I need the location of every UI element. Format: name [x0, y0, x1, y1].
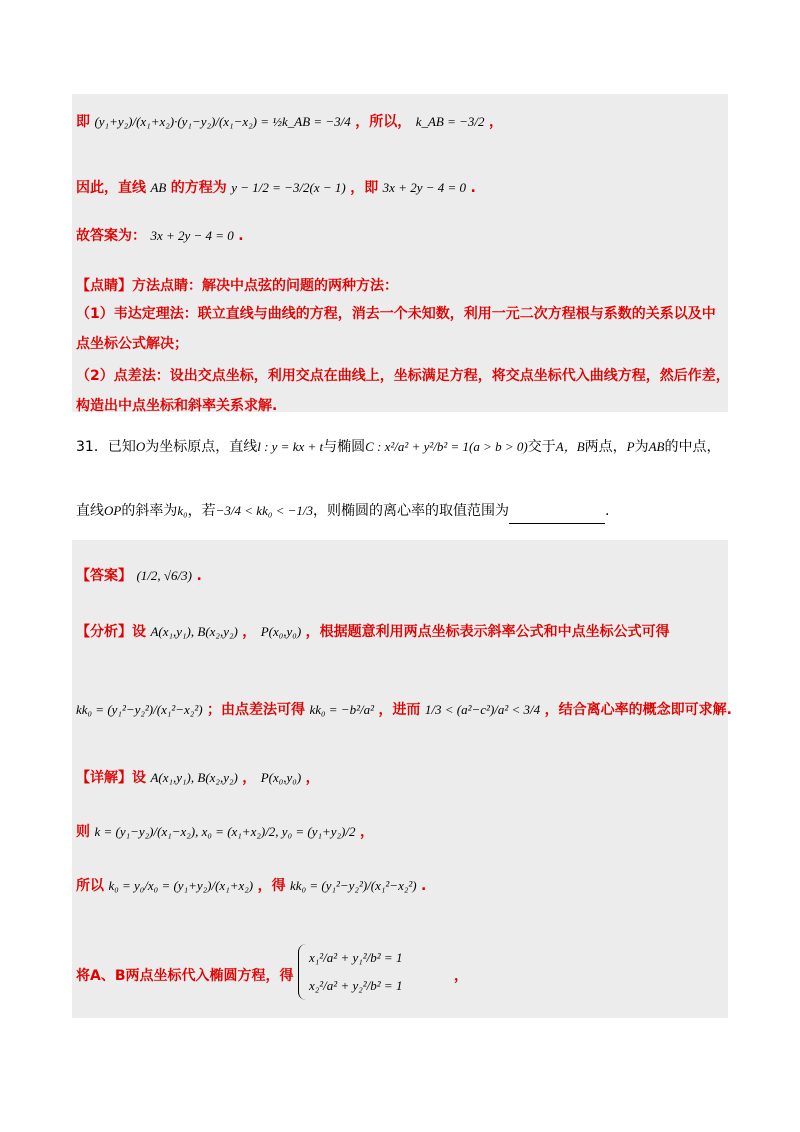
- remark-method-2-cont: 构造出中点坐标和斜率关系求解.: [76, 398, 278, 414]
- solution-block-1: [72, 94, 728, 412]
- detail-line-2: 则 k = (y₁−y₂)/(x₁−x₂), x₀ = (x₁+x₂)/2, y₀ = (y₁+y₂)/2 ，: [76, 824, 374, 840]
- analysis-line-2: kk₀ = (y₁²−y₂²)/(x₁²−x₂²) ；由点差法可得 kk₀ = −b²/a² ，进而 1/3 < (a²−c²)/a² < 3/4 ，结合离心率的概念即可求解.: [76, 702, 732, 718]
- detail-line-3: 所以 k₀ = y₀/x₀ = (y₁+y₂)/(x₁+x₂) ，得 kk₀ = (y₁²−y₂²)/(x₁²−x₂²) .: [76, 878, 427, 894]
- block1-line-2: 因此，直线 AB 的方程为 y − 1/2 = −3/2(x − 1) ，即 3x + 2y − 4 = 0 .: [76, 180, 476, 196]
- remark-method-1: （1）韦达定理法：联立直线与曲线的方程，消去一个未知数，利用一元二次方程根与系数的关系以及中: [76, 306, 716, 322]
- remark-method-2: （2）点差法：设出交点坐标，利用交点在曲线上，坐标满足方程，将交点坐标代入曲线方程，然后作差，: [76, 368, 730, 384]
- answer-blank: [509, 509, 605, 524]
- question-31-line-2: 直线OP的斜率为k₀，若−3/4 < kk₀ < −1/3，则椭圆的离心率的取值范围为 .: [76, 498, 728, 524]
- block1-line-3: 故答案为： 3x + 2y − 4 = 0 .: [76, 228, 244, 244]
- ellipse-system: x₁²/a² + y₁²/b² = 1 x₂²/a² + y₂²/b² = 1: [298, 944, 402, 1000]
- detail-line-4: 将A、B两点坐标代入椭圆方程，得 x₁²/a² + y₁²/b² = 1 x₂²/a² + y₂²/b² = 1 ，: [76, 944, 728, 1008]
- kk0-inequality: −3/4 < kk₀ < −1/3: [215, 503, 314, 518]
- final-answer-1: 3x + 2y − 4 = 0: [150, 228, 234, 243]
- ellipse-equation: C : x²/a² + y²/b² = 1(a > b > 0): [365, 439, 528, 454]
- block1-line-1: 即 (y₁+y₂)/(x₁+x₂)·(y₁−y₂)/(x₁−x₂) = ½k_AB = −3/4 ，所以， k_AB = −3/2 ，: [76, 114, 503, 130]
- slope-ab-value: k_AB = −3/2: [415, 114, 485, 129]
- line-l-equation: l : y = kx + t: [257, 439, 324, 454]
- remark-heading: 【点睛】方法点睛：解决中点弦的问题的两种方法：: [76, 278, 398, 294]
- detail-line-1: 【详解】设 A(x₁,y₁), B(x₂,y₂) ， P(x₀,y₀) ，: [76, 770, 320, 786]
- eccentricity-range: (1/2, √6/3): [136, 568, 192, 583]
- line-equation-point-slope: y − 1/2 = −3/2(x − 1): [231, 180, 346, 195]
- remark-method-1-cont: 点坐标公式解决；: [76, 336, 188, 352]
- slope-product-formula: (y₁+y₂)/(x₁+x₂)·(y₁−y₂)/(x₁−x₂) = ½k_AB = −3/4: [94, 114, 351, 129]
- line-equation-general: 3x + 2y − 4 = 0: [382, 180, 467, 195]
- analysis-line-1: 【分析】设 A(x₁,y₁), B(x₂,y₂) ， P(x₀,y₀) ，根据题意利用两点坐标表示斜率公式和中点坐标公式可得: [76, 624, 670, 640]
- answer-line: 【答案】 (1/2, √6/3) .: [76, 568, 202, 584]
- question-31-line-1: 31．已知O为坐标原点，直线l : y = kx + t与椭圆C : x²/a² + y²/b² = 1(a > b > 0)交于A，B两点，P为AB的中点，: [76, 439, 721, 455]
